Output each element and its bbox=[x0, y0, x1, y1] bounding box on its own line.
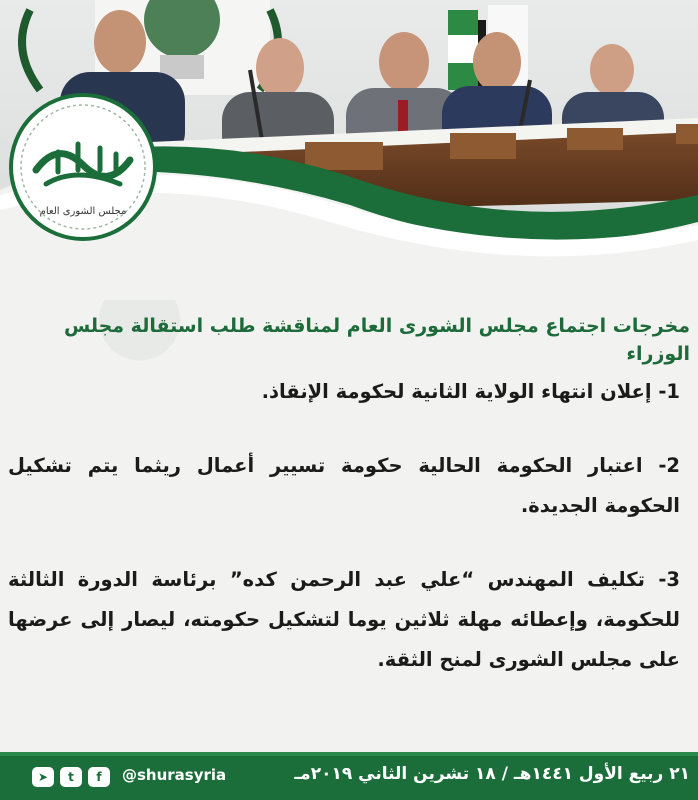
twitter-icon[interactable]: t bbox=[60, 767, 82, 787]
footer-bar bbox=[0, 752, 698, 800]
emblem-caption: مجلس الشورى العام bbox=[39, 206, 127, 217]
council-emblem-icon bbox=[8, 92, 158, 242]
point-3: 3- تكليف المهندس “علي عبد الرحمن كده” برئاسة الدورة الثالثة للحكومة، وإعطائه مهلة ثلاثين يوما لتشكيل حكومته، ليصار إلى عرضها على مجلس الشورى لمنح الثقة. bbox=[8, 568, 680, 671]
point-1: 1- إعلان انتهاء الولاية الثانية لحكومة الإنقاذ. bbox=[261, 380, 680, 403]
point-2: 2- اعتبار الحكومة الحالية حكومة تسيير أعمال ريثما يتم تشكيل الحكومة الجديدة. bbox=[8, 454, 680, 517]
telegram-icon[interactable]: ➤ bbox=[32, 767, 54, 787]
social-handle[interactable]: @shurasyria bbox=[122, 766, 227, 784]
social-icons bbox=[32, 767, 110, 787]
footer-date: ٢١ ربيع الأول ١٤٤١هـ / ١٨ تشرين الثاني ٢٠١٩مـ bbox=[294, 764, 690, 784]
facebook-icon[interactable]: f bbox=[88, 767, 110, 787]
headline: مخرجات اجتماع مجلس الشورى العام لمناقشة طلب استقالة مجلس الوزراء bbox=[64, 315, 690, 365]
points-list bbox=[8, 372, 680, 714]
